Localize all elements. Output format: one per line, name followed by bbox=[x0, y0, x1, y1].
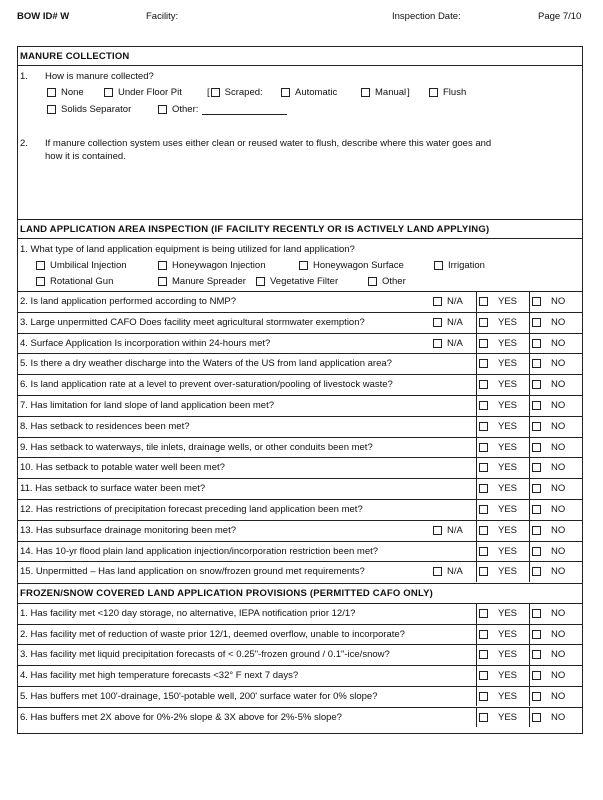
la-q6-row bbox=[18, 374, 582, 395]
checkbox-icon[interactable] bbox=[479, 567, 488, 576]
frozen-q5-no-option[interactable]: NO bbox=[532, 691, 565, 702]
la-q15-yes-option[interactable]: YES bbox=[479, 566, 517, 577]
la-q12-yes-option[interactable]: YES bbox=[479, 504, 517, 515]
checkbox-icon[interactable] bbox=[433, 297, 442, 306]
mc-q2-line1: If manure collection system uses either clean or reused water to flush, describe where this water goes and bbox=[45, 138, 492, 149]
la-q12-question: 12. Has restrictions of precipitation forecast preceding land application been met? bbox=[20, 504, 363, 515]
la-q1-text: 1. What type of land application equipment is being utilized for land application? bbox=[20, 244, 355, 255]
frozen-q1-row bbox=[18, 603, 582, 624]
checkbox-icon[interactable] bbox=[532, 567, 541, 576]
la-option-vegetative-filter[interactable]: Vegetative Filter bbox=[256, 276, 338, 287]
checkbox-icon[interactable] bbox=[281, 88, 290, 97]
checkbox-icon[interactable] bbox=[368, 277, 377, 286]
la-q8-row bbox=[18, 416, 582, 437]
checkbox-icon[interactable] bbox=[47, 88, 56, 97]
checkbox-icon[interactable] bbox=[158, 277, 167, 286]
la-q2-na-option[interactable]: N/A bbox=[433, 296, 463, 307]
mc-option-none[interactable]: None bbox=[47, 87, 84, 98]
la-q3-no-option[interactable]: NO bbox=[532, 317, 565, 328]
la-q7-question: 7. Has limitation for land slope of land application been met? bbox=[20, 400, 275, 411]
checkbox-icon[interactable] bbox=[479, 297, 488, 306]
frozen-q5-question: 5. Has buffers met 100'-drainage, 150'-potable well, 200' surface water for 0% slope? bbox=[20, 690, 378, 702]
checkbox-icon[interactable] bbox=[479, 547, 488, 556]
checkbox-icon[interactable] bbox=[479, 630, 488, 639]
la-q15-question: 15. Unpermitted – Has land application on snow/frozen ground met requirements? bbox=[20, 566, 365, 578]
la-q7-row bbox=[18, 395, 582, 416]
la-q14-question: 14. Has 10-yr flood plain land application injection/incorporation restriction been met? bbox=[20, 545, 379, 557]
la-q3-na-option[interactable]: N/A bbox=[433, 317, 463, 328]
checkbox-icon[interactable] bbox=[47, 105, 56, 114]
la-q14-no-option[interactable]: NO bbox=[532, 546, 565, 557]
checkbox-icon[interactable] bbox=[532, 630, 541, 639]
mc-q1-text: How is manure collected? bbox=[45, 71, 154, 82]
frozen-q3-no-option[interactable]: NO bbox=[532, 649, 565, 660]
checkbox-icon[interactable] bbox=[433, 567, 442, 576]
la-q6-question: 6. Is land application rate at a level to prevent over-saturation/pooling of livestock waste? bbox=[20, 379, 393, 391]
checkbox-icon[interactable] bbox=[479, 401, 488, 410]
checkbox-icon[interactable] bbox=[479, 339, 488, 348]
la-q2-yes-option[interactable]: YES bbox=[479, 296, 517, 307]
checkbox-icon[interactable] bbox=[479, 609, 488, 618]
checkbox-icon[interactable] bbox=[532, 401, 541, 410]
mc-option-manual[interactable]: Manual ] bbox=[361, 87, 410, 98]
la-q9-no-option[interactable]: NO bbox=[532, 442, 565, 453]
la-q13-no-option[interactable]: NO bbox=[532, 525, 565, 536]
facility-label: Facility: bbox=[146, 11, 179, 22]
mc-option-scraped[interactable]: [ Scraped: bbox=[207, 87, 263, 98]
la-q4-yes-option[interactable]: YES bbox=[479, 338, 517, 349]
inspection-date-label: Inspection Date: bbox=[392, 11, 461, 22]
la-q5-row bbox=[18, 353, 582, 374]
la-q2-row bbox=[18, 291, 582, 312]
la-q15-no-option[interactable]: NO bbox=[532, 566, 565, 577]
la-q11-yes-option[interactable]: YES bbox=[479, 483, 517, 494]
la-option-irrigation[interactable]: Irrigation bbox=[434, 260, 485, 271]
checkbox-icon[interactable] bbox=[532, 297, 541, 306]
checkbox-icon[interactable] bbox=[532, 422, 541, 431]
frozen-q1-yes-option[interactable]: YES bbox=[479, 608, 517, 619]
la-q8-question: 8. Has setback to residences been met? bbox=[20, 420, 190, 432]
la-q2-question: 2. Is land application performed according to NMP? bbox=[20, 296, 236, 307]
checkbox-icon[interactable] bbox=[299, 261, 308, 270]
checkbox-icon[interactable] bbox=[479, 422, 488, 431]
frozen-q2-question: 2. Has facility met of reduction of waste prior 12/1, deemed overflow, unable to incorporate? bbox=[20, 628, 405, 640]
la-q3-row bbox=[18, 312, 582, 333]
la-q9-yes-option[interactable]: YES bbox=[479, 442, 517, 453]
checkbox-icon[interactable] bbox=[158, 105, 167, 114]
la-q10-no-option[interactable]: NO bbox=[532, 462, 565, 473]
page-number: Page 7/10 bbox=[538, 11, 582, 22]
checkbox-icon[interactable] bbox=[479, 650, 488, 659]
frozen-q3-yes-option[interactable]: YES bbox=[479, 649, 517, 660]
checkbox-icon[interactable] bbox=[256, 277, 265, 286]
la-q11-no-option[interactable]: NO bbox=[532, 483, 565, 494]
la-q5-no-option[interactable]: NO bbox=[532, 358, 565, 369]
checkbox-icon[interactable] bbox=[433, 526, 442, 535]
la-q7-no-option[interactable]: NO bbox=[532, 400, 565, 411]
la-q5-yes-option[interactable]: YES bbox=[479, 358, 517, 369]
inspection-form bbox=[17, 46, 583, 734]
la-q15-na-option[interactable]: N/A bbox=[433, 566, 463, 577]
la-option-other[interactable]: Other bbox=[368, 276, 406, 287]
frozen-q3-row bbox=[18, 644, 582, 665]
la-q15-row bbox=[18, 561, 582, 582]
la-q3-question: 3. Large unpermitted CAFO Does facility meet agricultural stormwater exemption? bbox=[20, 316, 365, 328]
frozen-q4-no-option[interactable]: NO bbox=[532, 670, 565, 681]
frozen-q5-yes-option[interactable]: YES bbox=[479, 691, 517, 702]
manure-collection-title: MANURE COLLECTION bbox=[20, 51, 130, 62]
la-q5-question: 5. Is there a dry weather discharge into the Waters of the US from land application area? bbox=[20, 358, 392, 370]
la-option-honeywagon-injection[interactable]: Honeywagon Injection bbox=[158, 260, 265, 271]
checkbox-icon[interactable] bbox=[532, 463, 541, 472]
checkbox-icon[interactable] bbox=[532, 359, 541, 368]
la-q10-question: 10. Has setback to potable water well been met? bbox=[20, 462, 225, 474]
checkbox-icon[interactable] bbox=[211, 88, 220, 97]
checkbox-icon[interactable] bbox=[532, 713, 541, 722]
frozen-q1-no-option[interactable]: NO bbox=[532, 608, 565, 619]
la-q8-no-option[interactable]: NO bbox=[532, 421, 565, 432]
frozen-q4-yes-option[interactable]: YES bbox=[479, 670, 517, 681]
frozen-q1-question: 1. Has facility met <120 day storage, no alternative, IEPA notification prior 12/1? bbox=[20, 608, 356, 619]
checkbox-icon[interactable] bbox=[429, 88, 438, 97]
la-q11-row bbox=[18, 478, 582, 499]
checkbox-icon[interactable] bbox=[532, 443, 541, 452]
la-q13-row bbox=[18, 520, 582, 541]
checkbox-icon[interactable] bbox=[532, 318, 541, 327]
mc-option-solids-separator[interactable]: Solids Separator bbox=[47, 104, 131, 115]
checkbox-icon[interactable] bbox=[479, 380, 488, 389]
mc-q1-number: 1. bbox=[20, 71, 28, 82]
checkbox-icon[interactable] bbox=[532, 609, 541, 618]
checkbox-icon[interactable] bbox=[361, 88, 370, 97]
la-option-manure-spreader[interactable]: Manure Spreader bbox=[158, 276, 246, 287]
la-q8-yes-option[interactable]: YES bbox=[479, 421, 517, 432]
la-q14-row bbox=[18, 541, 582, 562]
mc-option-other[interactable]: Other: bbox=[158, 104, 287, 115]
frozen-q6-row bbox=[18, 707, 582, 728]
la-q4-na-option[interactable]: N/A bbox=[433, 338, 463, 349]
checkbox-icon[interactable] bbox=[479, 359, 488, 368]
checkbox-icon[interactable] bbox=[479, 443, 488, 452]
checkbox-icon[interactable] bbox=[479, 484, 488, 493]
checkbox-icon[interactable] bbox=[532, 692, 541, 701]
checkbox-icon[interactable] bbox=[532, 484, 541, 493]
frozen-q4-question: 4. Has facility met high temperature forecasts <32° F next 7 days? bbox=[20, 670, 299, 682]
frozen-q4-row bbox=[18, 665, 582, 686]
la-q11-question: 11. Has setback to surface water been met? bbox=[20, 483, 206, 495]
checkbox-icon[interactable] bbox=[479, 713, 488, 722]
checkbox-icon[interactable] bbox=[532, 650, 541, 659]
checkbox-icon[interactable] bbox=[479, 671, 488, 680]
checkbox-icon[interactable] bbox=[434, 261, 443, 270]
land-application-title: LAND APPLICATION AREA INSPECTION (IF FACILITY RECENTLY OR IS ACTIVELY LAND APPLYING) bbox=[20, 224, 490, 235]
checkbox-icon[interactable] bbox=[532, 380, 541, 389]
la-q6-yes-option[interactable]: YES bbox=[479, 379, 517, 390]
checkbox-icon[interactable] bbox=[36, 261, 45, 270]
la-q10-yes-option[interactable]: YES bbox=[479, 462, 517, 473]
mc-q2-line2: how it is contained. bbox=[45, 151, 126, 162]
la-q2-no-option[interactable]: NO bbox=[532, 296, 565, 307]
la-q9-question: 9. Has setback to waterways, tile inlets, drainage wells, or other conduits been met? bbox=[20, 441, 373, 453]
checkbox-icon[interactable] bbox=[433, 339, 442, 348]
la-q4-question: 4. Surface Application Is incorporation within 24-hours met? bbox=[20, 337, 271, 349]
la-q4-no-option[interactable]: NO bbox=[532, 338, 565, 349]
frozen-q2-no-option[interactable]: NO bbox=[532, 629, 565, 640]
checkbox-icon[interactable] bbox=[532, 671, 541, 680]
mc-option-under-floor-pit[interactable]: Under Floor Pit bbox=[104, 87, 182, 98]
la-option-honeywagon-surface[interactable]: Honeywagon Surface bbox=[299, 260, 404, 271]
checkbox-icon[interactable] bbox=[479, 526, 488, 535]
checkbox-icon[interactable] bbox=[479, 463, 488, 472]
la-option-rotational-gun[interactable]: Rotational Gun bbox=[36, 276, 113, 287]
la-q12-no-option[interactable]: NO bbox=[532, 504, 565, 515]
la-q13-question: 13. Has subsurface drainage monitoring been met? bbox=[20, 524, 236, 536]
frozen-q6-yes-option[interactable]: YES bbox=[479, 712, 517, 723]
checkbox-icon[interactable] bbox=[532, 526, 541, 535]
la-option-umbilical-injection[interactable]: Umbilical Injection bbox=[36, 260, 127, 271]
la-q3-yes-option[interactable]: YES bbox=[479, 317, 517, 328]
checkbox-icon[interactable] bbox=[532, 339, 541, 348]
checkbox-icon[interactable] bbox=[433, 318, 442, 327]
checkbox-icon[interactable] bbox=[36, 277, 45, 286]
checkbox-icon[interactable] bbox=[479, 318, 488, 327]
la-q6-no-option[interactable]: NO bbox=[532, 379, 565, 390]
la-q4-row bbox=[18, 333, 582, 354]
checkbox-icon[interactable] bbox=[532, 547, 541, 556]
checkbox-icon[interactable] bbox=[532, 505, 541, 514]
checkbox-icon[interactable] bbox=[158, 261, 167, 270]
frozen-q5-row bbox=[18, 686, 582, 707]
la-q7-yes-option[interactable]: YES bbox=[479, 400, 517, 411]
la-q12-row bbox=[18, 499, 582, 520]
mc-option-automatic[interactable]: Automatic bbox=[281, 87, 337, 98]
checkbox-icon[interactable] bbox=[479, 692, 488, 701]
other-input[interactable] bbox=[202, 105, 287, 115]
frozen-q2-row bbox=[18, 624, 582, 645]
la-q13-na-option[interactable]: N/A bbox=[433, 525, 463, 536]
mc-q2-number: 2. bbox=[20, 138, 28, 149]
mc-option-flush[interactable]: Flush bbox=[429, 87, 466, 98]
bow-id-label: BOW ID# W bbox=[17, 11, 70, 22]
frozen-q3-question: 3. Has facility met liquid precipitation forecasts of < 0.25"-frozen ground / 0.1"-ice/snow? bbox=[20, 649, 390, 661]
la-q14-yes-option[interactable]: YES bbox=[479, 546, 517, 557]
frozen-q6-question: 6. Has buffers met 2X above for 0%-2% slope & 3X above for 2%-5% slope? bbox=[20, 711, 342, 723]
frozen-q6-no-option[interactable]: NO bbox=[532, 712, 565, 723]
la-q13-yes-option[interactable]: YES bbox=[479, 525, 517, 536]
checkbox-icon[interactable] bbox=[104, 88, 113, 97]
checkbox-icon[interactable] bbox=[479, 505, 488, 514]
frozen-q2-yes-option[interactable]: YES bbox=[479, 629, 517, 640]
frozen-section-title: FROZEN/SNOW COVERED LAND APPLICATION PROVISIONS (PERMITTED CAFO ONLY) bbox=[20, 588, 433, 599]
la-q10-row bbox=[18, 457, 582, 478]
la-q9-row bbox=[18, 437, 582, 458]
